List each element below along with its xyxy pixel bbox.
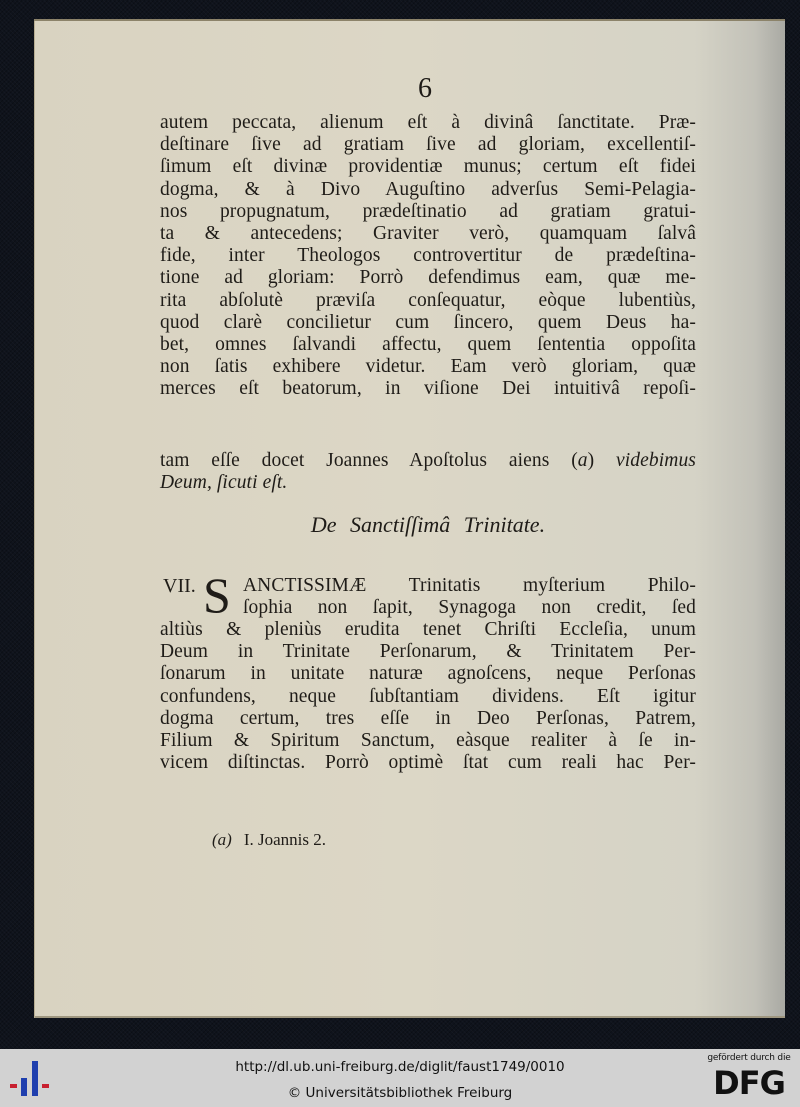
text-line: Filium & Spiritum Sanctum, eàsque realiter à ſe in- [160, 730, 696, 751]
footnote-mark: (a) [212, 830, 232, 849]
text-line: non ſatis exhibere videtur. Eam verò gloriam, quæ [160, 356, 696, 378]
footnote-reference: a [577, 450, 588, 471]
text-line: fide, inter Theologos controvertitur de prædeſtina- [160, 245, 696, 267]
line-text: ) [587, 450, 617, 471]
text-line: altiùs & pleniùs erudita tenet Chriſti Eccleſia, unum [160, 619, 696, 640]
funding-label: gefördert durch die [707, 1053, 791, 1063]
text-line: rita abſolutè præviſa conſequatur, eòque lubentiùs, [160, 289, 696, 311]
footer-bar [0, 1049, 800, 1107]
text-line: tione ad gloriam: Porrò defendimus eam, quæ me- [160, 267, 696, 289]
section-number: VII. [163, 575, 196, 597]
text-line: deſtinare ſive ad gratiam ſive ad gloriam, excellentiſ- [160, 134, 696, 156]
text-line: confundens, neque ſubſtantiam dividens. Eſt igitur [160, 685, 696, 707]
text-line: ſophia non ſapit, Synagoga non credit, ſed [243, 597, 696, 618]
drop-cap: S [203, 567, 231, 623]
text-line: Deum in Trinitate Perſonarum, & Trinitatem Per- [160, 641, 696, 663]
text-line: Deum, ſicuti eſt. [160, 472, 288, 493]
line-text: tam eſſe docet Joannes Apoſtolus aiens ( [160, 450, 578, 471]
text-line: vicem diſtinctas. Porrò optimè ſtat cum reali hac Per- [160, 752, 696, 774]
copyright-text: © Universitätsbibliothek Freiburg [287, 1085, 513, 1101]
dfg-logo [705, 1053, 793, 1103]
text-line: nos propugnatum, prædeſtinatio ad gratiam gratui- [160, 200, 696, 222]
footnote [212, 830, 326, 850]
text-line: autem peccata, alienum eſt à divinâ ſanctitate. Præ- [160, 112, 696, 133]
text-line [160, 450, 696, 472]
page-url-link[interactable]: http://dl.ub.uni-freiburg.de/diglit/faust1749/0010 [235, 1059, 565, 1075]
dfg-logo-text: DFG [713, 1064, 785, 1102]
text-line: dogma certum, tres eſſe in Deo Perſonas, Patrem, [160, 707, 696, 729]
page-number: 6 [418, 73, 432, 104]
text-line: ſimum eſt divinæ providentiæ munus; certum eſt fidei [160, 156, 696, 178]
text-line: dogma, & à Divo Auguſtino adverſus Semi-Pelagia- [160, 178, 696, 200]
text-line: bet, omnes ſalvandi affectu, quem ſententia oppoſita [160, 334, 696, 355]
text-line: ta & antecedens; Graviter verò, quamquam ſalvâ [160, 223, 696, 244]
section-heading: De Sanctiſſimâ Trinitate. [310, 512, 546, 537]
text-line: merces eſt beatorum, in viſione Dei intuitivâ repoſi- [160, 378, 696, 400]
italic-quote: videbimus [616, 450, 696, 471]
text-line: quod clarè concilietur cum ſincero, quem Deus ha- [160, 311, 696, 333]
text-line: ſonarum in unitate naturæ agnoſcens, neque Perſonas [160, 663, 696, 685]
text-line: ANCTISSIMÆ Trinitatis myſterium Philo- [243, 575, 696, 596]
footnote-text: I. Joannis 2. [243, 830, 326, 849]
